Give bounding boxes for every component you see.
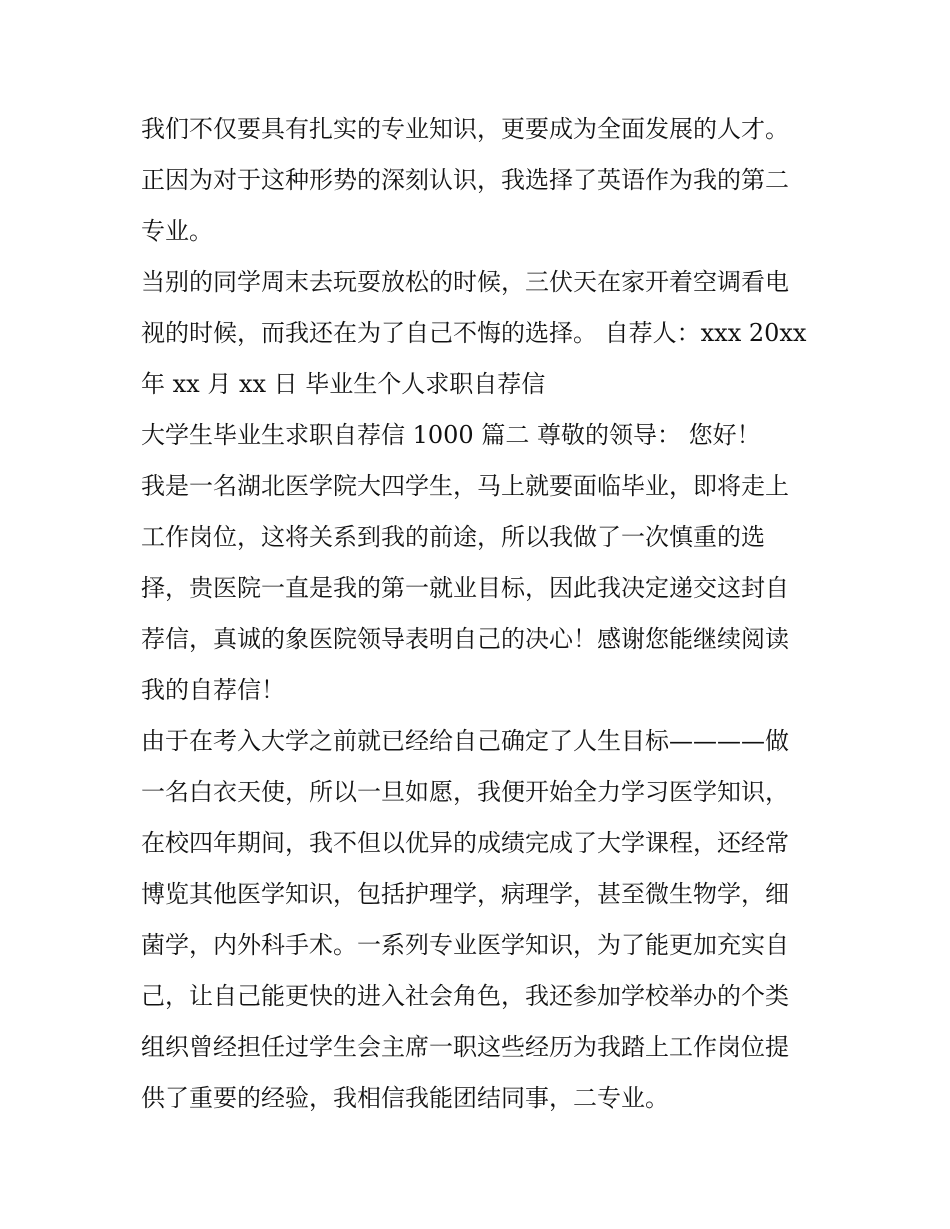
text-line: 博览其他医学知识，包括护理学，病理学，甚至微生物学，细 bbox=[141, 880, 789, 908]
text-line: 我们不仅要具有扎实的专业知识，更要成为全面发展的人才。 bbox=[141, 115, 789, 143]
document-body bbox=[141, 104, 821, 1124]
text-line: 荐信，真诚的象医院领导表明自己的决心！感谢您能继续阅读 bbox=[141, 625, 789, 653]
text-line: 择，贵医院一直是我的第一就业目标，因此我决定递交这封自 bbox=[141, 574, 789, 602]
text-line: 正因为对于这种形势的深刻认识，我选择了英语作为我的第二 bbox=[141, 166, 789, 194]
text-line: 我是一名湖北医学院大四学生，马上就要面临毕业，即将走上 bbox=[141, 472, 789, 500]
text-line: 菌学，内外科手术。一系列专业医学知识，为了能更加充实自 bbox=[141, 931, 789, 959]
text-line: 己，让自己能更快的进入社会角色，我还参加学校举办的个类 bbox=[141, 982, 789, 1010]
text-line: 当别的同学周末去玩耍放松的时候，三伏天在家开着空调看电 bbox=[141, 268, 789, 296]
text-line: 大学生毕业生求职自荐信 1000 篇二 尊敬的领导： 您好！ bbox=[141, 421, 761, 449]
text-line: 组织曾经担任过学生会主席一职这些经历为我踏上工作岗位提 bbox=[141, 1033, 789, 1061]
text-line: 专业。 bbox=[141, 217, 213, 245]
text-line: 由于在考入大学之前就已经给自己确定了人生目标————做 bbox=[141, 727, 789, 755]
text-line: 我的自荐信！ bbox=[141, 676, 285, 704]
text-line: 一名白衣天使，所以一旦如愿，我便开始全力学习医学知识， bbox=[141, 778, 789, 806]
text-line: 视的时候，而我还在为了自己不悔的选择。 自荐人：xxx 20xx bbox=[141, 319, 807, 347]
text-line: 供了重要的经验，我相信我能团结同事，二专业。 bbox=[141, 1084, 669, 1112]
text-line: 工作岗位，这将关系到我的前途，所以我做了一次慎重的选 bbox=[141, 523, 765, 551]
text-line: 年 xx 月 xx 日 毕业生个人求职自荐信 bbox=[141, 370, 546, 398]
text-line: 在校四年期间，我不但以优异的成绩完成了大学课程，还经常 bbox=[141, 829, 789, 857]
